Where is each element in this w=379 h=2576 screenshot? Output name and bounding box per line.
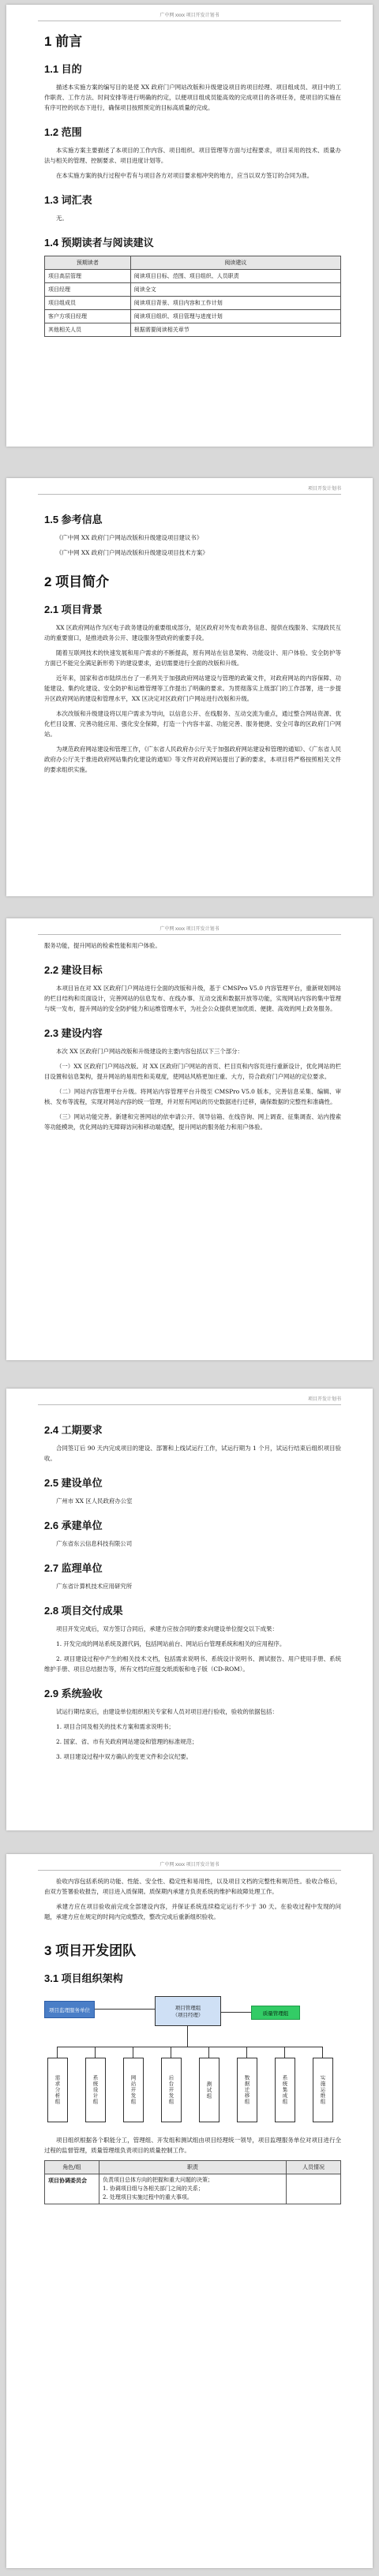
table-cell: 项目经理 (45, 283, 131, 297)
page-1 (6, 5, 373, 447)
paragraph: 项目开发完成后，双方签订合同后，承建方应按合同的要求向建设单位提交以下成果： (56, 1625, 278, 1632)
reader-table (44, 256, 341, 337)
paragraph: 本项目旨在对 XX 区政府门户网站进行全面的改版和升级，基于 CMSPro V5.0 内容管理平台，重新规划网站的栏目结构和页面设计，完善网站的信息发布、在线办事、互动交流和数据开放等功能，实现网站内容的集中管理与统一发布，提升网站的安全防护能力和运维管理水平，为社会公众提供更加优质、便捷、高效的网上政务服务。 (44, 985, 341, 1012)
paragraph: 无。 (56, 215, 68, 222)
paragraph: XX 区政府网站作为区电子政务建设的重要组成部分，是区政府对外发布政务信息、提供在线服务、实现政民互动的重要窗口，是推进政务公开、建设服务型政府的重要手段。 (44, 624, 341, 641)
table-row (45, 310, 341, 323)
org-node-team: 系统设计组 (85, 2058, 106, 2122)
subsection-title: 2.2 建设目标 (44, 964, 103, 976)
subsection-title: 1.3 词汇表 (44, 194, 92, 206)
subsection-title: 2.8 项目交付成果 (44, 1605, 123, 1617)
table-header: 角色/组 (45, 2161, 99, 2174)
paragraph: 合同签订后 90 天内完成项目的建设、部署和上线试运行工作，试运行期为 1 个月，试运行结束后组织项目验收。 (44, 1445, 341, 1462)
org-node-supervisor: 项目监理服务单位 (44, 2001, 95, 2018)
table-header: 职责 (99, 2161, 287, 2174)
paragraph: 为规范政府网站建设和管理工作，《广东省人民政府办公厅关于加强政府网站建设和管理的通知》、《广东省人民政府办公厅关于推进政府网站集约化建设的通知》等文件对政府网站提出了新的要求，本项目将严格按照相关文件的要求组织实施。 (44, 746, 341, 773)
subsection-title: 2.9 系统验收 (44, 1688, 103, 1699)
org-node-team: 网站开发组 (123, 2058, 144, 2122)
section-title: 1 前言 (44, 34, 83, 49)
paragraph: 近年来，国家和省市陆续出台了一系列关于加强政府网站建设与管理的政策文件，对政府网站的内容保障、功能建设、集约化建设、安全防护和运维管理等工作提出了明确的要求。为贯彻落实上级部门的工作部署，进一步提升区政府网站的建设和管理水平，XX 区决定对区政府门户网站进行改版和升级。 (44, 675, 341, 702)
subsection-title: 2.5 建设单位 (44, 1477, 103, 1489)
table-header: 预期读者 (45, 256, 131, 270)
paragraph: 1. 项目合同及相关的技术方案和需求说明书； (56, 1723, 174, 1730)
org-node-management: 项目管理组 （项目经理） (155, 1996, 221, 2026)
page-header: 广中网 xxxx 项目开发计划书 (38, 925, 341, 935)
table-cell: 客户方项目经理 (45, 310, 131, 323)
subsection-title: 2.7 监理单位 (44, 1562, 103, 1574)
table-row (45, 297, 341, 310)
table-row (45, 2174, 341, 2204)
org-node-team: 系统集成组 (275, 2058, 295, 2122)
table-row (45, 283, 341, 297)
paragraph: 2. 国家、省、市有关政府网站建设和管理的标准规范； (56, 1738, 198, 1745)
paragraph: 随着互联网技术的快速发展和用户需求的不断提高，原有网站在信息架构、功能设计、用户体验、安全防护等方面已不能完全满足新形势下的建设要求，迫切需要进行全面的改版和升级。 (44, 649, 341, 667)
reference-item: 《广中网 XX 政府门户网站改版和升级建设项目技术方案》 (56, 549, 208, 556)
subsection-title: 2.4 工期要求 (44, 1424, 103, 1436)
section-title: 2 项目简介 (44, 574, 110, 589)
table-cell: 阅读项目目标、范围、项目组织、人员职责 (130, 270, 340, 283)
paragraph: （二）网站内容管理平台升级。将网站内容管理平台升级至 CMSPro V5.0 版本，完善信息采集、编辑、审核、发布等流程，实现对网站内容的统一管理，并对原有网站的历史数据进行迁移，确保数据的完整性和准确性。 (44, 1088, 341, 1105)
paragraph: （一）XX 区政府门户网站改版。对 XX 区政府门户网站的首页、栏目页和内容页进行重新设计，优化网站的栏目设置和信息架构，提升网站的易用性和美观度，使网站风格更加庄重、大方，符合政府门户网站的定位要求。 (44, 1063, 341, 1080)
paragraph: 承建方应在项目验收前完成全部建设内容，并保证系统连续稳定运行不少于 30 天。在验收过程中发现的问题，承建方应在规定的时间内完成整改，整改完成后重新组织验收。 (44, 1903, 341, 1920)
page-header: 广中网 xxxx 项目开发计划书 (38, 1860, 341, 1871)
page-header: 项目开发计划书 (38, 1395, 341, 1405)
paragraph: （三）网站功能完善。新建和完善网站的依申请公开、领导信箱、在线咨询、网上调查、征集调查、站内搜索等功能模块，优化网站的无障碍访问和移动端适配，提升网站的服务能力和用户体验。 (44, 1113, 341, 1131)
table-cell: 负责项目总体方向的把握和重大问题的决策； 1. 协调项目组与各相关部门之间的关系； 2. 处理项目实施过程中的重大事项。 (99, 2174, 287, 2204)
table-cell: 阅读项目组织、项目管理与进度计划 (130, 310, 340, 323)
reference-item: 《广中网 XX 政府门户网站改版和升级建设项目建议书》 (56, 534, 203, 541)
subsection-title: 1.1 目的 (44, 63, 82, 75)
org-node-team: 后台开发组 (161, 2058, 182, 2122)
table-cell: 项目协调委员会 (45, 2174, 99, 2204)
table-header: 阅读建议 (130, 256, 340, 270)
table-cell: 项目组成员 (45, 297, 131, 310)
subsection-title: 2.6 承建单位 (44, 1520, 103, 1531)
table-cell (287, 2174, 341, 2204)
paragraph: 3. 项目建设过程中双方确认的变更文件和会议纪要。 (56, 1753, 192, 1760)
table-header: 人员情况 (287, 2161, 341, 2174)
paragraph: 本次改版和升级建设将以用户需求为导向，以信息公开、在线服务、互动交流为重点，通过整合网站资源、优化栏目设置、完善功能应用、强化安全保障，打造一个内容丰富、功能完善、服务便捷、安全可靠的区政府门户网站。 (44, 710, 341, 738)
page-4 (6, 1389, 373, 1830)
table-cell: 其他相关人员 (45, 323, 131, 337)
paragraph: 本次 XX 区政府门户网站改版和升级建设的主要内容包括以下三个部分： (56, 1048, 243, 1055)
page-2 (6, 478, 373, 896)
subsection-title: 2.1 项目背景 (44, 604, 103, 615)
paragraph: 2. 项目建设过程中产生的相关技术文档，包括需求说明书、系统设计说明书、测试报告、用户使用手册、系统维护手册、项目总结报告等，所有文档均应提交纸质版和电子版（CD-ROM）。 (44, 1655, 341, 1673)
page-3 (6, 918, 373, 1360)
org-node-team: 测试组 (199, 2058, 220, 2122)
table-cell: 阅读全文 (130, 283, 340, 297)
section-title: 3 项目开发团队 (44, 1943, 137, 1958)
table-row (45, 323, 341, 337)
paragraph: 描述本实施方案的编写目的是使 XX 政府门户网站改版和升级建设项目的项目经理、项目组成员、项目中的工作职责、工作方法、时间安排等进行明确的约定，以便项目组成员能高效的完成项目的各项任务，使项目的实施在有序可控的状态下进行，确保项目按照预定的目标高质量的完成。 (44, 84, 341, 111)
page-header: 项目开发计划书 (38, 484, 341, 495)
paragraph: 广东省东云信息科技有限公司 (56, 1540, 133, 1547)
subsection-title: 1.4 预期读者与阅读建议 (44, 237, 154, 249)
table-row (45, 270, 341, 283)
table-cell: 阅读项目背景、项目内容和工作计划 (130, 297, 340, 310)
table-cell: 根据需要阅读相关章节 (130, 323, 340, 337)
paragraph: 试运行期结束后，由建设单位组织相关专家和人员对项目进行验收，验收的依据包括： (56, 1708, 278, 1715)
paragraph: 服务功能，提升网站的检索性能和用户体验。 (44, 942, 161, 949)
paragraph: 广东省计算机技术应用研究所 (56, 1583, 133, 1590)
subsection-title: 3.1 项目组织架构 (44, 1972, 123, 1984)
paragraph: 广州市 XX 区人民政府办公室 (56, 1497, 133, 1505)
org-node-team: 实施运维组 (313, 2058, 333, 2122)
paragraph: 项目组织根据各个职能分工，管理组、开发组和测试组由项目经理统一领导，项目监理服务单位对项目进行全过程的监督管理，质量管理组负责项目的质量控制工作。 (44, 2137, 341, 2154)
subsection-title: 1.5 参考信息 (44, 514, 103, 525)
subsection-title: 2.3 建设内容 (44, 1027, 103, 1039)
subsection-title: 1.2 范围 (44, 126, 82, 138)
paragraph: 1. 开发完成的网站系统及源代码，包括网站前台、网站后台管理系统和相关的应用程序。 (56, 1640, 286, 1647)
table-cell: 项目高层管理 (45, 270, 131, 283)
page-header: 广中网 xxxx 项目开发计划书 (38, 11, 341, 21)
org-node-quality: 质量管理组 (251, 2006, 300, 2020)
paragraph: 在本实施方案的执行过程中若有与项目各方对项目要求相冲突的地方，应当以双方签订的合同为准。 (56, 172, 313, 179)
org-node-team: 需求分析组 (47, 2058, 68, 2122)
page-5 (6, 1854, 373, 2568)
paragraph: 验收内容包括系统的功能、性能、安全性、稳定性和易用性，以及项目文档的完整性和规范性。验收合格后，由双方签署验收报告，项目进入质保期。质保期内承建方负责系统的维护和故障处理工作。 (44, 1878, 341, 1895)
org-node-team: 数据迁移组 (237, 2058, 257, 2122)
org-chart (44, 1991, 341, 2173)
paragraph: 本实施方案主要描述了本项目的工作内容、项目组织、项目管理等方面与过程要求，项目采用的技术、质量办法与相关的管理、控制要求、项目进度计划等。 (44, 147, 341, 164)
